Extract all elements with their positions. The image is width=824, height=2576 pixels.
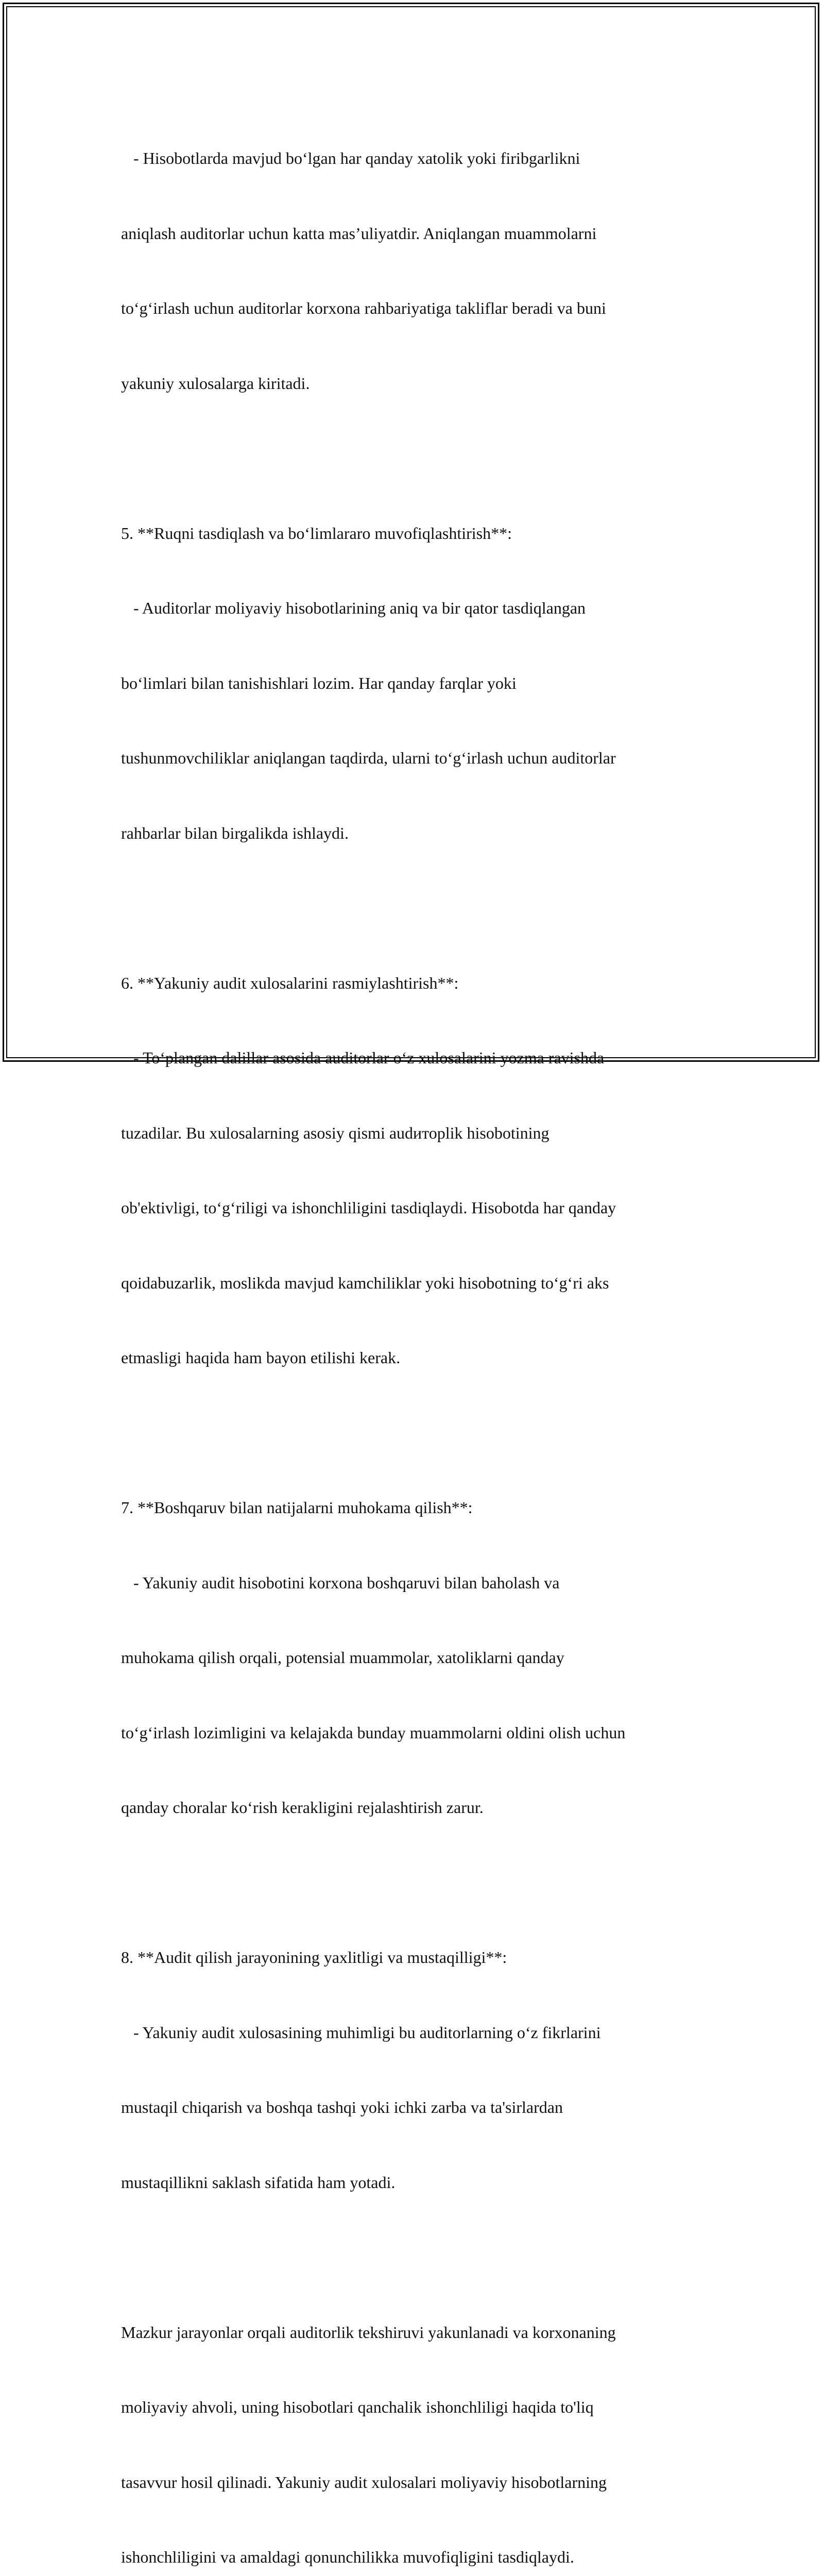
paragraph-gap xyxy=(121,446,718,471)
text-line: to‘g‘irlash lozimligini va kelajakda bunday muammolarni oldini olish uchun xyxy=(121,1720,718,1745)
section-5 xyxy=(121,471,718,896)
document-body xyxy=(121,96,718,2576)
text-line: Mazkur jarayonlar orqali auditorlik tekshiruvi yakunlanadi va korxonaning xyxy=(121,2320,718,2345)
text-line: - To‘plangan dalillar asosida auditorlar o‘z xulosalarini yozma ravishda xyxy=(121,1045,718,1071)
text-line: bo‘limlari bilan tanishishlari lozim. Har qanday farqlar yoki xyxy=(121,671,718,696)
text-line: qoidabuzarlik, moslikda mavjud kamchiliklar yoki hisobotning to‘g‘ri aks xyxy=(121,1270,718,1296)
section-6 xyxy=(121,921,718,1420)
paragraph-gap xyxy=(121,1420,718,1446)
text-line: aniqlash auditorlar uchun katta mas’uliyatdir. Aniqlangan muammolarni xyxy=(121,221,718,246)
section-heading: 8. **Audit qilish jarayonining yaxlitligi va mustaqilligi**: xyxy=(121,1945,718,1970)
paragraph-conclusion xyxy=(121,2270,718,2576)
text-line: etmasligi haqida ham bayon etilishi kerak. xyxy=(121,1345,718,1370)
text-line: mustaqil chiqarish va boshqa tashqi yoki ichki zarba va ta'sirlardan xyxy=(121,2095,718,2120)
text-line: qanday choralar ko‘rish kerakligini rejalashtirish zarur. xyxy=(121,1795,718,1820)
text-line: mustaqillikni saklash sifatida ham yotadi. xyxy=(121,2170,718,2195)
section-8 xyxy=(121,1895,718,2245)
paragraph-gap xyxy=(121,895,718,921)
section-heading: 5. **Ruqni tasdiqlash va bo‘limlararo muvofiqlashtirish**: xyxy=(121,521,718,546)
text-line: ishonchliligini va amaldagi qonunchilikka muvofiqligini tasdiqlaydi. xyxy=(121,2545,718,2570)
text-line: - Yakuniy audit xulosasining muhimligi bu auditorlarning o‘z fikrlarini xyxy=(121,2020,718,2045)
section-heading: 7. **Boshqaruv bilan natijalarni muhokama qilish**: xyxy=(121,1495,718,1520)
paragraph-gap xyxy=(121,2245,718,2270)
text-line: to‘g‘irlash uchun auditorlar korxona rahbariyatiga takliflar beradi va buni xyxy=(121,296,718,321)
section-7 xyxy=(121,1445,718,1870)
text-line: tasavvur hosil qilinadi. Yakuniy audit xulosalari moliyaviy hisobotlarning xyxy=(121,2470,718,2495)
text-line: ob'ektivligi, to‘g‘riligi va ishonchliligini tasdiqlaydi. Hisobotda har qanday xyxy=(121,1195,718,1221)
text-line: yakuniy xulosalarga kiritadi. xyxy=(121,371,718,396)
section-heading: 6. **Yakuniy audit xulosalarini rasmiylashtirish**: xyxy=(121,971,718,996)
text-line: tuzadilar. Bu xulosalarning asosiy qismi audиторlik hisobotining xyxy=(121,1121,718,1146)
paragraph-errors-intro xyxy=(121,96,718,446)
text-line: - Auditorlar moliyaviy hisobotlarining aniq va bir qator tasdiqlangan xyxy=(121,596,718,621)
text-line: rahbarlar bilan birgalikda ishlaydi. xyxy=(121,821,718,846)
paragraph-gap xyxy=(121,1870,718,1895)
text-line: muhokama qilish orqali, potensial muammolar, xatoliklarni qanday xyxy=(121,1645,718,1670)
text-line: tushunmovchiliklar aniqlangan taqdirda, ularni to‘g‘irlash uchun auditorlar xyxy=(121,745,718,771)
text-line: moliyaviy ahvoli, uning hisobotlari qanchalik ishonchliligi haqida to'liq xyxy=(121,2395,718,2420)
text-line: - Yakuniy audit hisobotini korxona boshqaruvi bilan baholash va xyxy=(121,1570,718,1596)
text-line: - Hisobotlarda mavjud bo‘lgan har qanday xatolik yoki firibgarlikni xyxy=(121,146,718,171)
